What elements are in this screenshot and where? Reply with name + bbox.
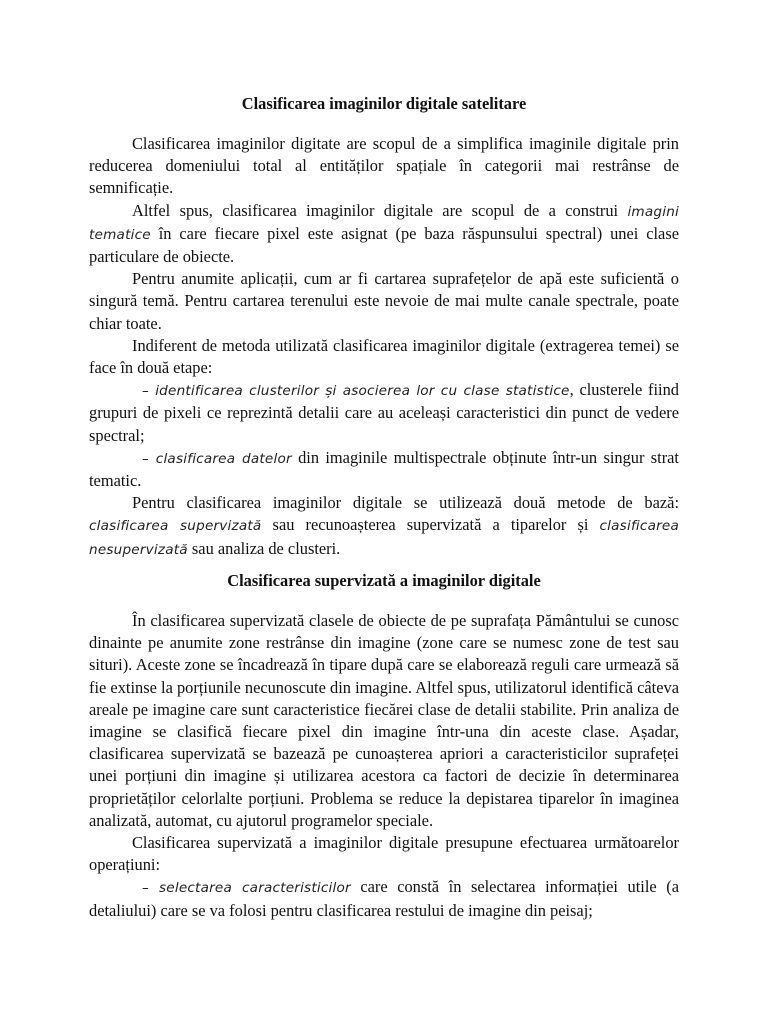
italic-term: selectarea caracteristicilor (159, 880, 351, 897)
paragraph-text: Pentru anumite aplicații, cum ar fi cartarea suprafețelor de apă este suficientă o singură temă. Pentru cartarea terenului este nevoie de mai multe canale spectrale, poate chiar toate. (89, 269, 679, 333)
section-body-classification (89, 133, 679, 561)
paragraph-text: care constă în selectarea informației utile (a detaliului) care se va folosi pentru clasificarea restului de imagine din peisaj; (89, 877, 679, 920)
paragraph-text: Clasificarea supervizată a imaginilor digitale presupune efectuarea următoarelor operațiuni: (89, 833, 679, 875)
section-title-supervised: Clasificarea supervizată a imaginilor digitale (227, 571, 541, 590)
paragraph-text: , clusterele fiind grupuri de pixeli ce reprezintă detalii care au aceleași caracteristici din punct de vedere spectral; (89, 380, 679, 445)
dash-marker: – (142, 450, 156, 467)
dash-marker: – (142, 880, 159, 897)
paragraph (89, 200, 679, 269)
paragraph-text: Indiferent de metoda utilizată clasificarea imaginilor digitale (extragerea temei) se face în două etape: (89, 335, 679, 378)
paragraph-text: Altfel spus, clasificarea imaginilor digitale are scopul de a construi (132, 200, 628, 220)
italic-term: clasificarea supervizată (89, 518, 262, 535)
paragraph-text: sau recunoașterea supervizată a tiparelor și (261, 515, 600, 535)
paragraph-text: în care fiecare pixel este asignat (pe baza răspunsului spectral) unei clase particulare de obiecte. (89, 223, 679, 267)
italic-term: identificarea clusterilor și asocierea lor cu clase statistice (155, 383, 570, 400)
paragraph-text: Clasificarea imaginilor digitate are scopul de a simplifica imaginile digitale prin reducerea domeniului total al entităților spațiale în categorii mai restrânse de semnificație. (89, 134, 679, 198)
section-body-supervised (89, 610, 679, 922)
paragraph (89, 610, 679, 832)
paragraph (89, 492, 679, 561)
paragraph-text: din imaginile multispectrale obținute într-un singur strat tematic. (89, 447, 679, 491)
paragraph (89, 832, 679, 876)
paragraph-text: Pentru clasificarea imaginilor digitale se utilizează două metode de bază: (132, 493, 679, 513)
list-item (89, 876, 679, 921)
paragraph-text: În clasificarea supervizată clasele de obiecte de pe suprafața Pământului se cunosc dinainte pe anumite zone restrânse din imagine (zone care se numesc zone de test sau situri). Aceste zone se încadrează în tipare după care se elaborează reguli care urmează să fie extinse la porțiunile necunoscute din imagine. Altfel spus, utilizatorul identifică câteva areale pe imagine care sunt caracteristice fiecărei clase de detalii stabilite. Prin analiza de imagine se clasifică fiecare pixel din imagine într-una din aceste clase. Așadar, clasificarea supervizată se bazează pe cunoașterea apriori a caracteristicilor suprafeței unei porțiuni din imagine și utilizarea acestora ca factori de decizie în determinarea proprietăților celorlalte porțiuni. Problema se reduce la depistarea tiparelor în imaginea analizată, automat, cu ajutorul programelor speciale. (89, 611, 679, 830)
paragraph-text: sau analiza de clusteri. (187, 538, 341, 558)
paragraph (89, 268, 679, 335)
dash-marker: – (142, 383, 156, 400)
paragraph (89, 335, 679, 379)
italic-term: clasificarea nesupervizată (89, 518, 679, 558)
paragraph (89, 133, 679, 200)
italic-term: clasificarea datelor (155, 450, 292, 467)
italic-term: imagini tematice (89, 203, 679, 243)
list-item (89, 447, 679, 492)
list-item (89, 379, 679, 447)
section-title-classification: Clasificarea imaginilor digitale satelitare (241, 94, 527, 113)
